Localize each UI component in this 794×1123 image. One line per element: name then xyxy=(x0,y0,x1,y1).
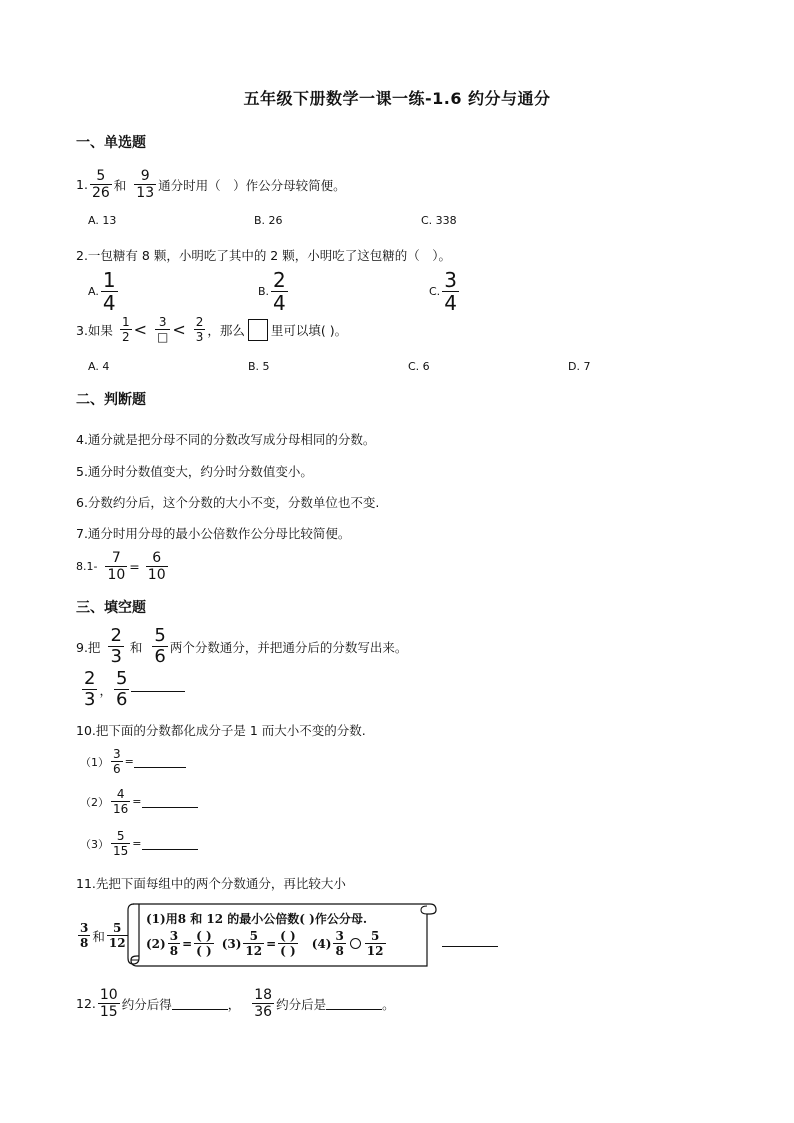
question-2-text: 2.一包糖有 8 颗，小明吃了其中的 2 颗，小明吃了这包糖的（ ）。 xyxy=(76,248,451,263)
option-a[interactable]: A. 13 xyxy=(88,214,117,227)
question-text: 通分时用（ ）作公分母较简便。 xyxy=(158,177,346,193)
fraction-answer[interactable]: ( ) ( ) xyxy=(280,929,296,958)
question-12 xyxy=(76,988,395,1019)
question-3 xyxy=(76,316,347,343)
option-b[interactable]: B. 5 xyxy=(248,360,270,373)
option-b[interactable] xyxy=(258,270,290,313)
equals-sign: = xyxy=(132,795,142,808)
fraction: 1 2 xyxy=(121,315,130,344)
question-text: 3.如果 xyxy=(76,322,113,338)
page-title: 五年级下册数学一课一练-1.6 约分与通分 xyxy=(243,89,551,108)
fraction: 5 12 xyxy=(108,921,126,950)
connector-text: 和 xyxy=(113,177,127,193)
fraction: $\frac{3}{8}$ xyxy=(169,929,179,958)
question-text: 里可以填( )。 xyxy=(270,322,348,338)
comparison-circle[interactable] xyxy=(350,938,361,949)
option-b[interactable]: B. 26 xyxy=(254,214,283,227)
item-label: (4) xyxy=(311,936,332,951)
section-heading-true-false: 二、判断题 xyxy=(76,392,146,408)
question-6-text: 6.分数约分后，这个分数的大小不变，分数单位也不变. xyxy=(76,495,380,510)
fraction: 3 4 xyxy=(444,268,457,315)
answer-blank[interactable] xyxy=(134,755,186,768)
question-text: 两个分数通分，并把通分后的分数写出来。 xyxy=(169,639,408,655)
question-number: 12. xyxy=(76,996,96,1011)
question-text: ，那么 xyxy=(207,322,245,338)
scroll-line-2 xyxy=(146,930,388,957)
question-text: 8.1- xyxy=(76,560,98,573)
option-a[interactable] xyxy=(88,270,120,313)
option-label: B. xyxy=(258,285,270,298)
fraction: 2 3 xyxy=(84,668,96,710)
fraction: 5 26 xyxy=(91,168,110,201)
fraction: $\frac{4}{16}$ xyxy=(113,787,129,816)
option-label: C. xyxy=(429,285,441,298)
answer-box[interactable] xyxy=(248,319,268,341)
question-10-item-1 xyxy=(80,748,186,775)
fraction: $\frac{3}{6}$ xyxy=(113,747,121,776)
item-label: （3） xyxy=(80,837,109,851)
equals-sign: = xyxy=(129,559,140,574)
question-9-answer xyxy=(80,670,185,709)
question-text: 约分后是 xyxy=(276,996,327,1012)
option-c[interactable]: C. 6 xyxy=(408,360,430,373)
fraction: 3 8 xyxy=(80,921,89,950)
question-8 xyxy=(76,551,170,582)
question-9 xyxy=(76,627,407,666)
question-1 xyxy=(76,169,346,200)
connector-text: 和 xyxy=(129,639,143,655)
fraction: $\frac{7}{10}$ xyxy=(107,550,126,583)
connector-text: 和 xyxy=(92,928,105,944)
option-d[interactable]: D. 7 xyxy=(568,360,591,373)
fraction: 6 10 xyxy=(147,550,166,583)
scroll-line-1: (1)用8 和 12 的最小公倍数( )作公分母. xyxy=(146,912,367,926)
option-c[interactable]: C. 338 xyxy=(421,214,457,227)
item-label: （1） xyxy=(80,755,109,769)
answer-blank[interactable] xyxy=(131,679,185,692)
question-number: 1. xyxy=(76,177,88,192)
period: 。 xyxy=(382,996,395,1012)
fraction: 5 6 xyxy=(115,668,128,710)
fraction: 10 15 xyxy=(99,987,118,1020)
equals-sign: = xyxy=(266,936,277,951)
question-7-text: 7.通分时用分母的最小公倍数作公分母比较简便。 xyxy=(76,526,351,541)
section-heading-fill-in: 三、填空题 xyxy=(76,600,146,616)
fraction: $\frac{5}{15}$ xyxy=(113,829,129,858)
fraction: 2 4 xyxy=(273,268,286,315)
question-5-text: 5.通分时分数值变大，约分时分数值变小。 xyxy=(76,464,313,479)
comma: ， xyxy=(99,682,112,698)
fraction: 2 3 xyxy=(195,315,204,344)
fraction-answer[interactable]: ( ) ( ) xyxy=(196,929,212,958)
option-a[interactable]: A. 4 xyxy=(88,360,110,373)
fraction: 2 3 xyxy=(110,625,122,667)
fraction: $\frac{5}{12}$ xyxy=(245,929,263,958)
question-text: 约分后得 xyxy=(121,996,172,1012)
fraction: 5 6 xyxy=(154,625,166,667)
fraction: 3 8 xyxy=(335,929,344,958)
less-than-sign: < xyxy=(133,320,147,339)
fraction: 1 4 xyxy=(102,268,116,315)
question-10-item-2 xyxy=(80,788,198,815)
answer-blank[interactable] xyxy=(442,934,498,947)
question-10-text: 10.把下面的分数都化成分子是 1 而大小不变的分数. xyxy=(76,723,366,738)
item-label: (2) xyxy=(146,936,166,951)
fraction: 3 □ xyxy=(156,315,169,344)
comma: ， xyxy=(227,996,241,1012)
question-10-item-3 xyxy=(80,830,198,857)
question-4-text: 4.通分就是把分母不同的分数改写成分母相同的分数。 xyxy=(76,432,376,447)
fraction: 9 13 xyxy=(136,168,155,201)
equals-sign: = xyxy=(132,837,142,850)
question-11-fractions xyxy=(76,922,130,949)
section-heading-single-choice: 一、单选题 xyxy=(76,135,146,151)
answer-blank[interactable] xyxy=(142,837,198,850)
option-c[interactable] xyxy=(429,270,461,313)
answer-blank[interactable] xyxy=(326,997,382,1010)
question-text: 9.把 xyxy=(76,639,101,655)
less-than-sign: < xyxy=(172,320,186,339)
fraction: 18 36 xyxy=(254,987,273,1020)
answer-blank[interactable] xyxy=(142,795,198,808)
question-11-text: 11.先把下面每组中的两个分数通分，再比较大小 xyxy=(76,876,346,891)
answer-blank[interactable] xyxy=(172,997,228,1010)
item-label: (3) xyxy=(221,936,242,951)
option-label: A. xyxy=(88,285,99,298)
equals-sign: = xyxy=(182,936,193,951)
equals-sign: = xyxy=(124,755,134,768)
item-label: （2） xyxy=(80,795,109,809)
fraction: 5 12 xyxy=(366,929,384,958)
